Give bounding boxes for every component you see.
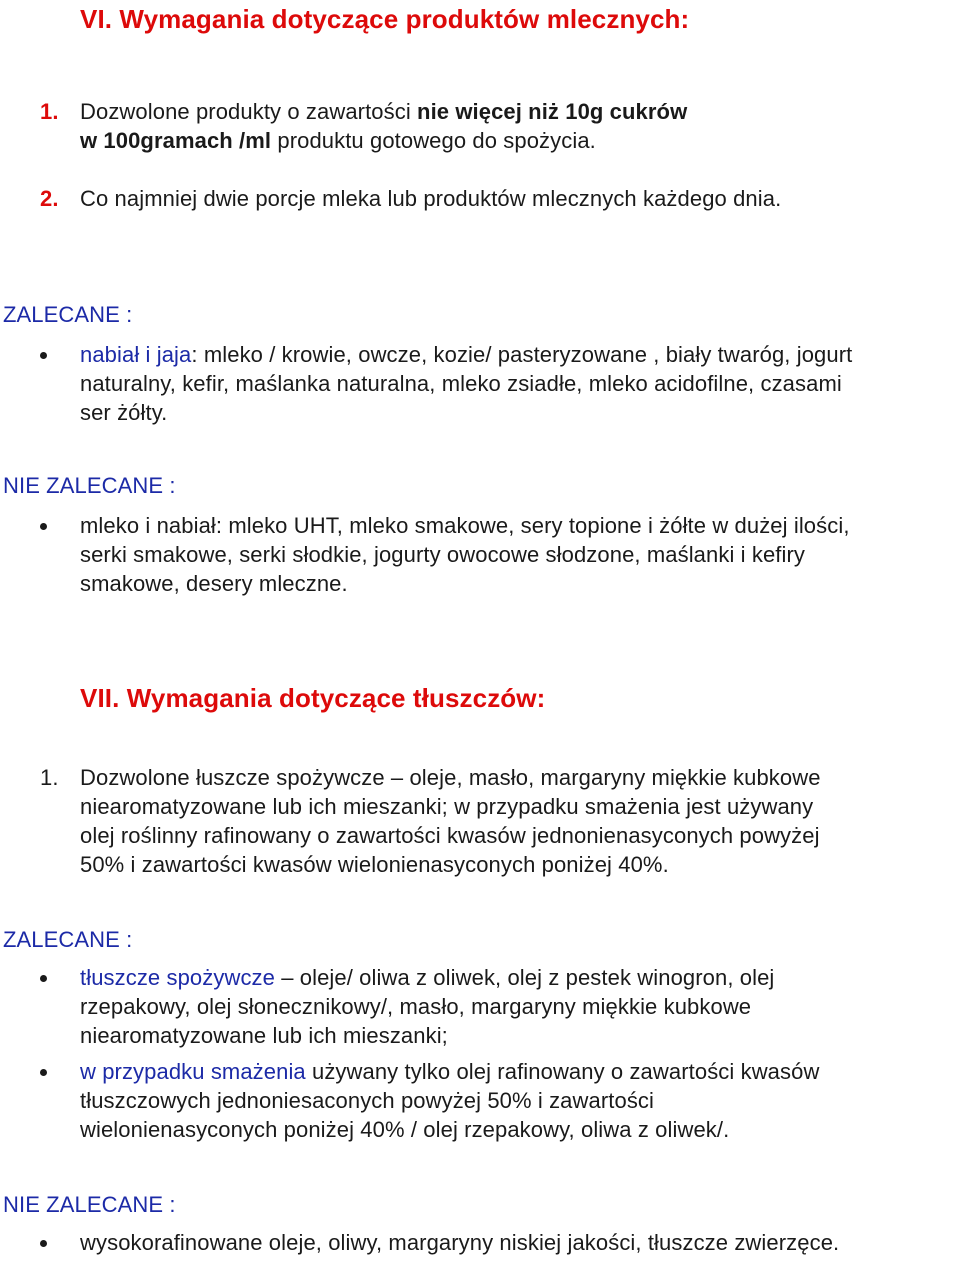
item-number: 2. [40, 186, 59, 211]
recommended-item-cont: ser żółty. [80, 400, 168, 425]
recommended-item: w przypadku smażenia używany tylko olej rafinowany o zawartości kwasów [80, 1059, 820, 1084]
recommended-item-cont: rzepakowy, olej słonecznikowy/, masło, margaryny miękkie kubkowe [80, 994, 752, 1019]
list-item [40, 97, 59, 127]
not-recommended-label: NIE ZALECANE : [3, 473, 176, 498]
list-item-text-cont: w 100gramach /ml produktu gotowego do spożycia. [80, 128, 596, 153]
not-recommended-item: mleko i nabiał: mleko UHT, mleko smakowe, sery topione i żółte w dużej ilości, [80, 513, 850, 538]
not-recommended-item: wysokorafinowane oleje, oliwy, margaryny niskiej jakości, tłuszcze zwierzęce. [80, 1230, 840, 1255]
list-item-text-cont: niearomatyzowane lub ich mieszanki; w przypadku smażenia jest używany [80, 794, 814, 819]
recommended-label: ZALECANE : [3, 302, 133, 327]
section7-title: VII. Wymagania dotyczące tłuszczów: [80, 683, 546, 713]
list-item [40, 184, 59, 214]
bullet-icon [40, 523, 47, 530]
not-recommended-label: NIE ZALECANE : [3, 1192, 176, 1217]
bullet-icon [40, 1240, 47, 1247]
list-item-text: Co najmniej dwie porcje mleka lub produktów mlecznych każdego dnia. [80, 186, 782, 211]
not-recommended-item-cont: smakowe, desery mleczne. [80, 571, 348, 596]
item-number: 1. [40, 99, 59, 124]
recommended-item-cont: naturalny, kefir, maślanka naturalna, mleko zsiadłe, mleko acidofilne, czasami [80, 371, 842, 396]
recommended-item: nabiał i jaja: mleko / krowie, owcze, kozie/ pasteryzowane , biały twaróg, jogurt [80, 342, 853, 367]
not-recommended-item-cont: serki smakowe, serki słodkie, jogurty owocowe słodzone, maślanki i kefiry [80, 542, 806, 567]
recommended-item-cont: niearomatyzowane lub ich mieszanki; [80, 1023, 448, 1048]
list-item-text: Dozwolone produkty o zawartości nie więcej niż 10g cukrów [80, 99, 688, 124]
item-number: 1. [40, 765, 59, 790]
list-item-text-cont: 50% i zawartości kwasów wielonienasyconych poniżej 40%. [80, 852, 669, 877]
section6-title: VI. Wymagania dotyczące produktów mlecznych: [80, 4, 690, 34]
bullet-icon [40, 975, 47, 982]
recommended-item: tłuszcze spożywcze – oleje/ oliwa z oliwek, olej z pestek winogron, olej [80, 965, 775, 990]
list-item-text: Dozwolone łuszcze spożywcze – oleje, masło, margaryny miękkie kubkowe [80, 765, 821, 790]
recommended-item-cont: tłuszczowych jednoniesaconych powyżej 50% i zawartości [80, 1088, 655, 1113]
bullet-icon [40, 1069, 47, 1076]
recommended-label: ZALECANE : [3, 927, 133, 952]
list-item [40, 763, 59, 793]
bullet-icon [40, 352, 47, 359]
recommended-item-cont: wielonienasyconych poniżej 40% / olej rzepakowy, oliwa z oliwek/. [80, 1117, 730, 1142]
list-item-text-cont: olej roślinny rafinowany o zawartości kwasów jednonienasyconych powyżej [80, 823, 820, 848]
